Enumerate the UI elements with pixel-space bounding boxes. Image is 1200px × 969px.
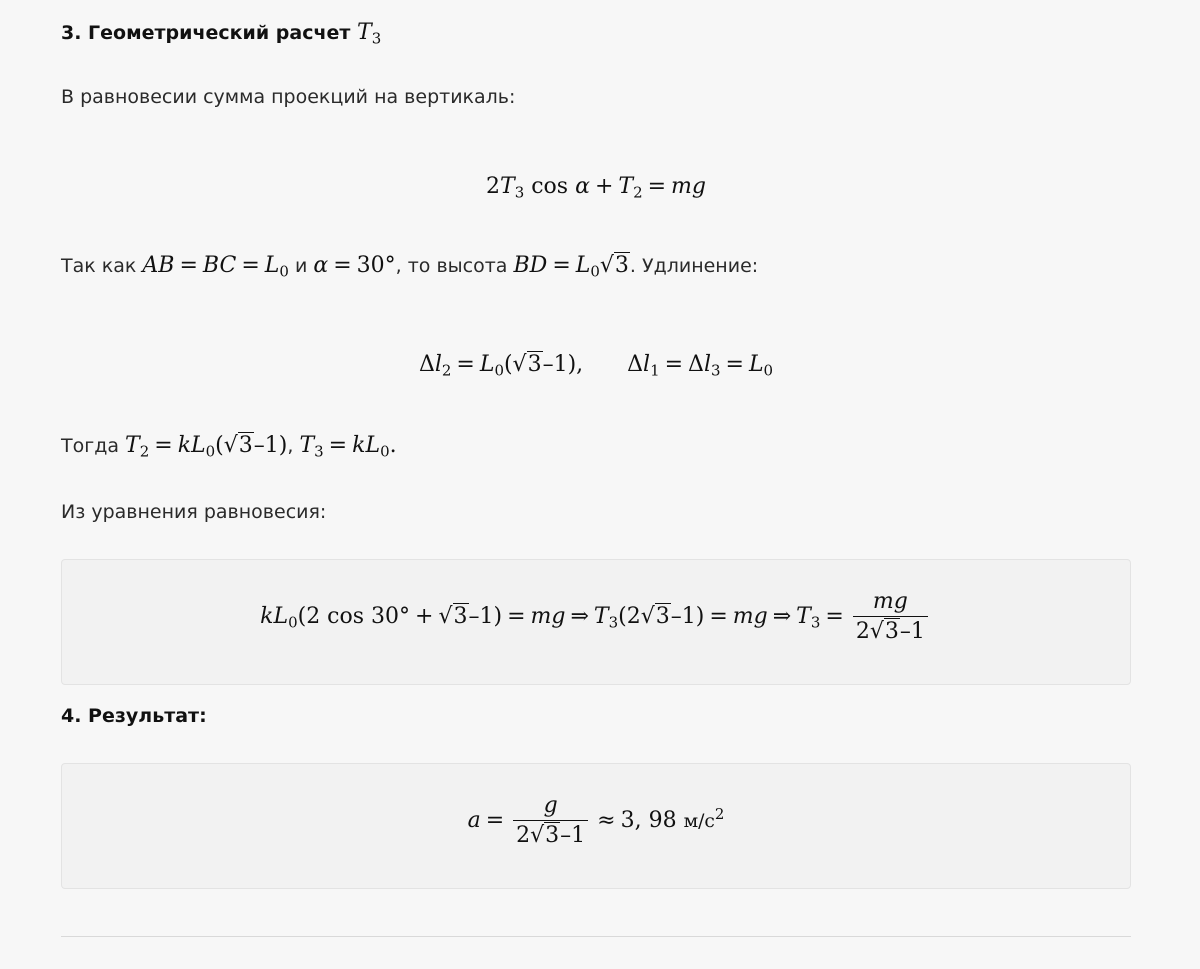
- text-and: и: [294, 255, 308, 277]
- result-unit: м/с: [683, 811, 715, 833]
- math-alpha-30: α = 30°: [313, 253, 396, 278]
- math-t2: $T_2 = kL_0(√3-1)$: [125, 433, 288, 461]
- math-t3: $T_3 = kL_0$.: [299, 433, 397, 461]
- text-comma: ,: [287, 435, 294, 457]
- text-so-as: Так как: [61, 255, 137, 277]
- section-heading-text: 3. Геометрический расчет: [61, 22, 351, 44]
- text-elongation: . Удлинение:: [629, 255, 759, 277]
- equation-t3-derivation: $kL_0(2$ cos 30° + √3–1) = mg ⇒ $T_3(2√3-1)$ = mg ⇒ $T_3$ = $\frac{mg}{2√3-1}$: [62, 590, 1130, 644]
- result-box: [61, 763, 1131, 889]
- math-bd: BD = $L_0√3$: [513, 253, 629, 281]
- divider: [61, 936, 1131, 937]
- text-then-height: , то высота: [395, 255, 508, 277]
- equation-vertical-balance: $2T_3$ $\cos \alpha + T_2$ = mg: [486, 174, 706, 202]
- paragraph-equilibrium-intro: В равновесии сумма проекций на вертикаль:: [61, 86, 516, 108]
- equation-elongations: $\Delta l_2 = L_0(√3-1)$, $\Delta l_1 = \Delta l_3 = L_0$: [418, 352, 774, 380]
- section-heading-geometry: [61, 20, 1131, 48]
- equation-box-t3: [61, 559, 1131, 685]
- fraction-acceleration: $\frac{g}{2√3-1}$: [513, 794, 588, 848]
- paragraph-from-equilibrium: Из уравнения равновесия:: [61, 501, 327, 523]
- fraction-t3: $\frac{mg}{2√3-1}$: [853, 590, 928, 644]
- math-ab-bc-l0: AB = BC = $L_0$: [142, 253, 289, 281]
- text-then: Тогда: [61, 435, 119, 457]
- equation-result: a = $\frac{g}{2√3-1}$ ≈ 3, 98 $м/с^2$: [467, 793, 725, 849]
- paragraph-geometry: [61, 253, 1131, 281]
- result-value: 3, 98: [620, 808, 677, 834]
- result-unit-exponent: 2: [714, 804, 725, 823]
- paragraph-tensions: [61, 433, 1131, 461]
- section-heading-result: 4. Результат:: [61, 705, 207, 727]
- heading-math-t3: $T_3$: [357, 20, 382, 48]
